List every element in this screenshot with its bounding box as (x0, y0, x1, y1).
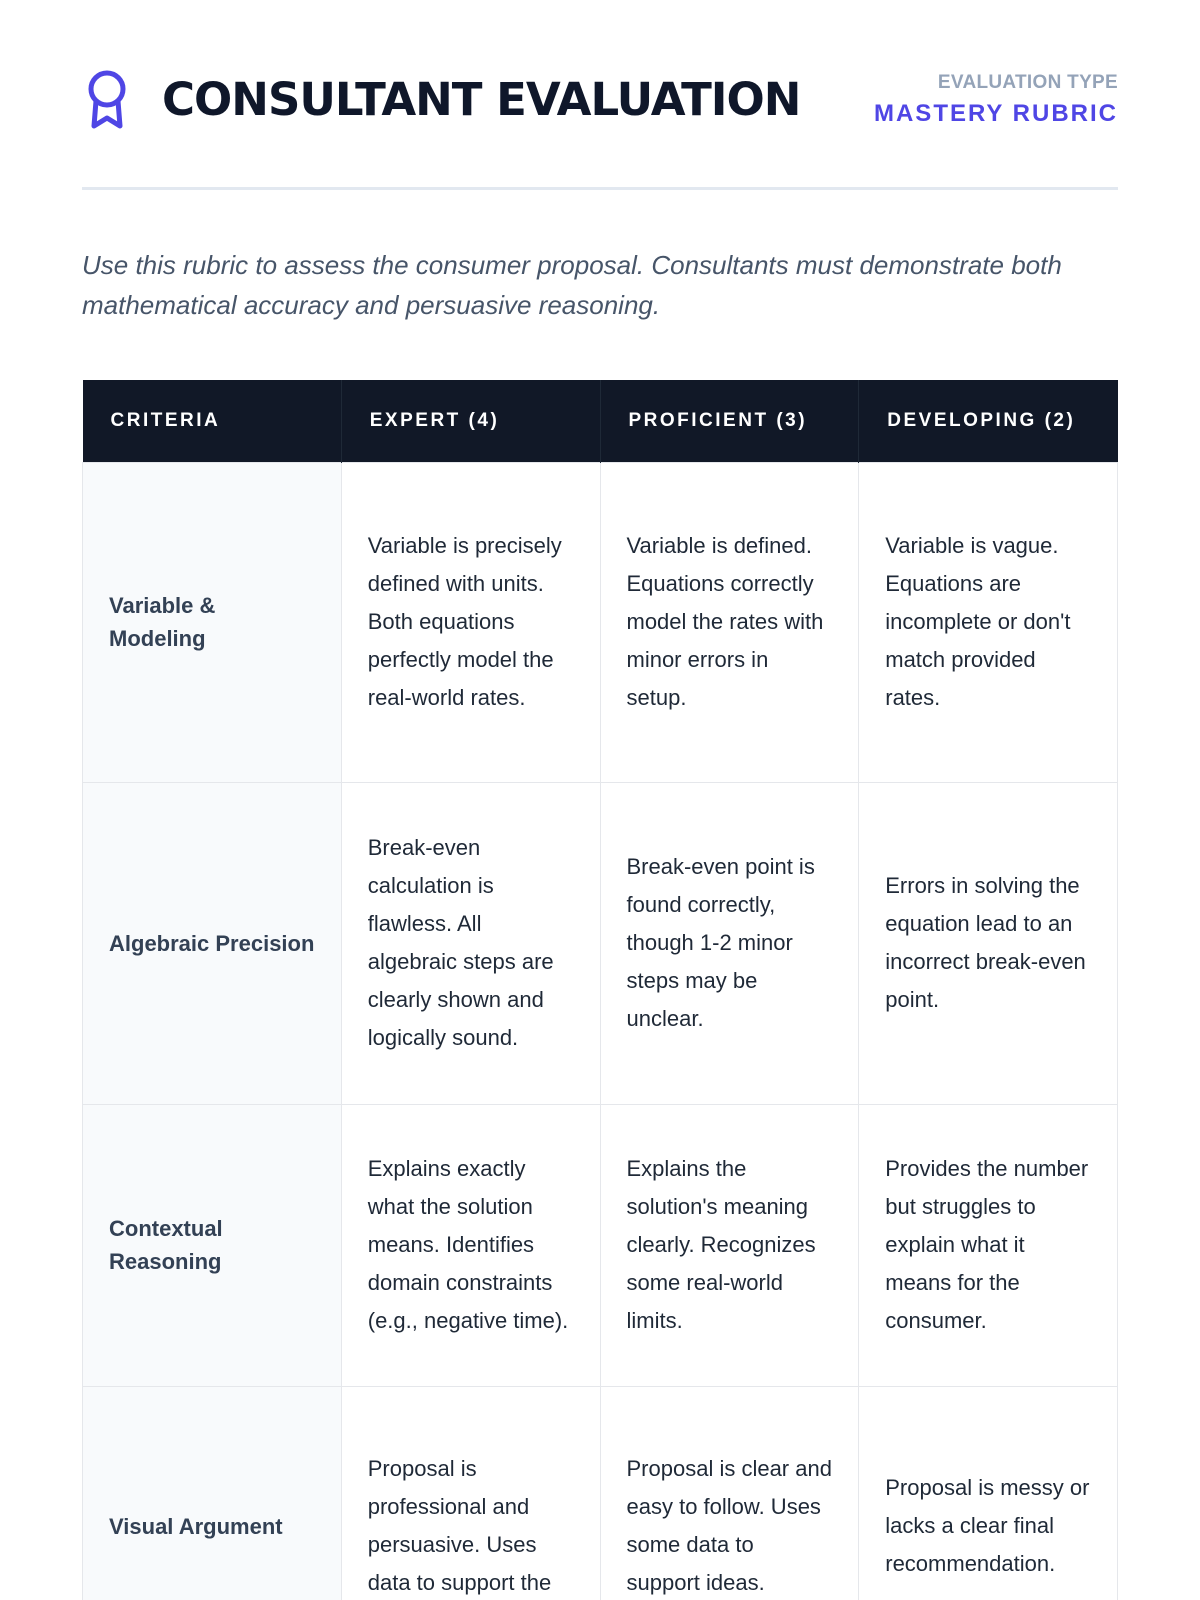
proficient-cell: Break-even point is found correctly, though 1-2 minor steps may be unclear. (600, 782, 859, 1104)
page-header (82, 0, 1118, 190)
proficient-cell: Variable is defined. Equations correctly model the rates with minor errors in setup. (600, 462, 859, 782)
page-title: CONSULTANT EVALUATION (162, 73, 801, 126)
table-row (83, 1386, 1118, 1600)
award-ribbon-icon (82, 68, 132, 132)
evaluation-type (874, 72, 1118, 128)
developing-cell: Proposal is messy or lacks a clear final recommendation. (859, 1386, 1118, 1600)
proficient-cell: Explains the solution's meaning clearly. Recognizes some real-world limits. (600, 1104, 859, 1386)
criteria-cell: Contextual Reasoning (83, 1104, 342, 1386)
column-header-criteria: CRITERIA (83, 380, 342, 462)
table-row (83, 782, 1118, 1104)
column-header-expert: EXPERT (4) (341, 380, 600, 462)
developing-cell: Errors in solving the equation lead to an incorrect break-even point. (859, 782, 1118, 1104)
evaluation-type-value: MASTERY RUBRIC (873, 99, 1118, 127)
table-row (83, 1104, 1118, 1386)
rubric-table-header (83, 380, 1118, 462)
expert-cell: Proposal is professional and persuasive. Uses data to support the (341, 1386, 600, 1600)
expert-cell: Explains exactly what the solution means. Identifies domain constraints (e.g., negative time). (341, 1104, 600, 1386)
table-row (83, 462, 1118, 782)
criteria-cell: Visual Argument (83, 1386, 342, 1600)
rubric-table-body (83, 462, 1118, 1600)
developing-cell: Provides the number but struggles to explain what it means for the consumer. (859, 1104, 1118, 1386)
criteria-cell: Variable & Modeling (83, 462, 342, 782)
expert-cell: Break-even calculation is flawless. All algebraic steps are clearly shown and logically sound. (341, 782, 600, 1104)
evaluation-type-label: EVALUATION TYPE (937, 71, 1118, 93)
criteria-cell: Algebraic Precision (83, 782, 342, 1104)
expert-cell: Variable is precisely defined with units. Both equations perfectly model the real-world rates. (341, 462, 600, 782)
developing-cell: Variable is vague. Equations are incomplete or don't match provided rates. (859, 462, 1118, 782)
intro-text: Use this rubric to assess the consumer proposal. Consultants must demonstrate both mathematical accuracy and persuasive reasoning. (82, 250, 1062, 320)
column-header-developing: DEVELOPING (2) (859, 380, 1118, 462)
header-row (83, 380, 1118, 462)
rubric-table (82, 380, 1118, 1600)
title-group (82, 68, 800, 132)
proficient-cell: Proposal is clear and easy to follow. Uses some data to support ideas. (600, 1386, 859, 1600)
column-header-proficient: PROFICIENT (3) (600, 380, 859, 462)
